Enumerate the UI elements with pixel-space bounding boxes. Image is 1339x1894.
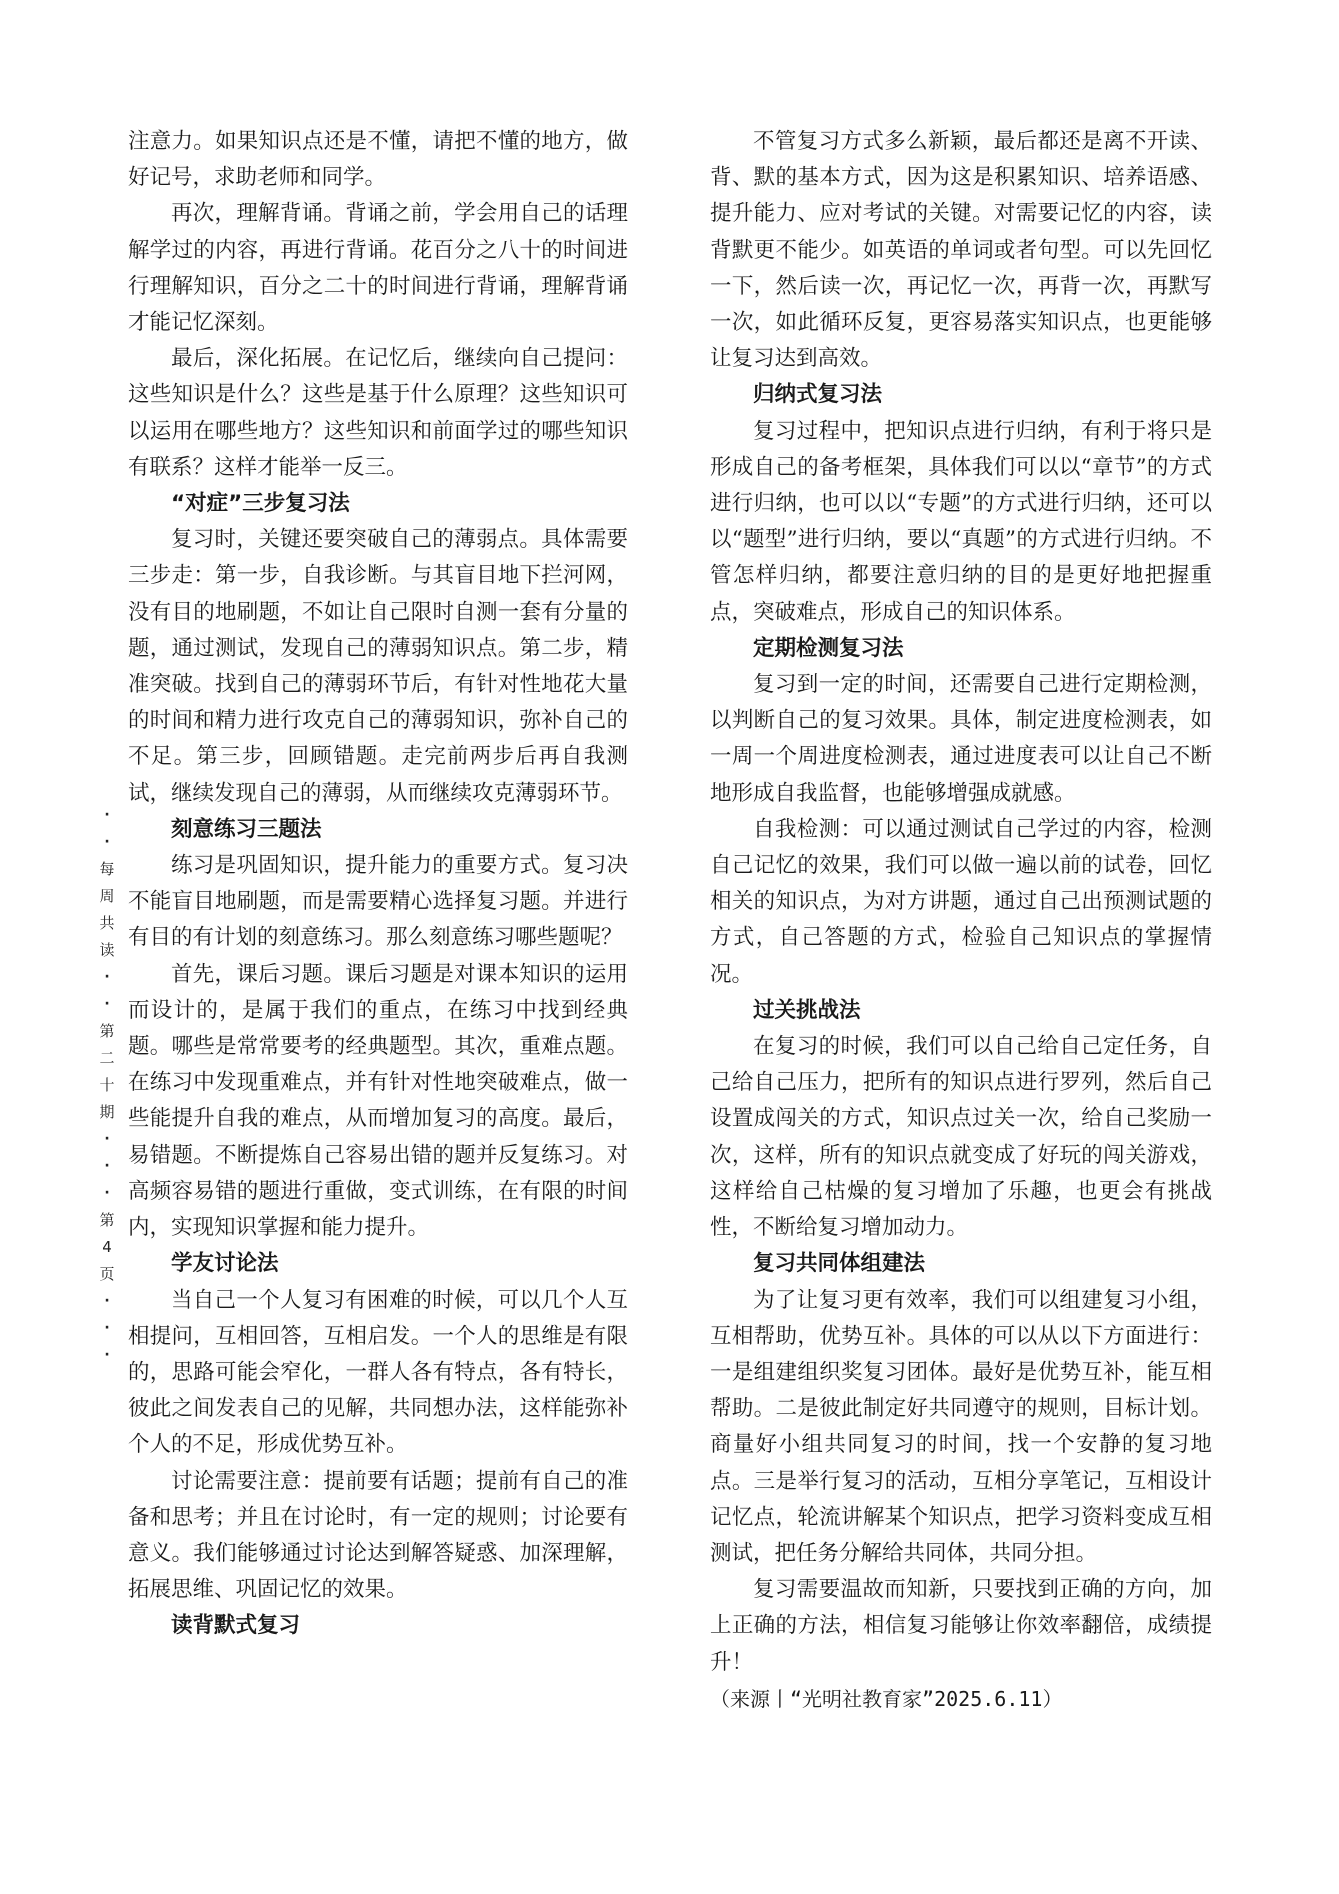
section-heading: 读背默式复习 (171, 1613, 301, 1639)
side-dot: · (104, 807, 110, 823)
side-dot: · (104, 969, 110, 985)
side-char: 页 (99, 1265, 115, 1283)
paragraph: 首先，课后习题。课后习题是对课本知识的运用而设计的，是属于我们的重点，在练习中找到经典题。哪些是常常要考的经典题型。其次，重难点题。在练习中发现重难点，并有针对性地突破难点，做一些能提升自我的难点，从而增加复习的高度。最后，易错题。不断提炼自己容易出错的题并反复练习。对高频容易错的题进行重做，变式训练，在有限的时间内，实现知识掌握和能力提升。 (128, 961, 628, 1241)
side-char: 二 (99, 1049, 115, 1067)
paragraph: 注意力。如果知识点还是不懂，请把不懂的地方，做好记号，求助老师和同学。 (128, 129, 628, 191)
section-heading: 学友讨论法 (171, 1251, 279, 1277)
source-citation: （来源丨“光明社教育家”2025.6.11） (710, 1686, 1063, 1711)
section-heading: 刻意练习三题法 (171, 816, 322, 842)
left-column (128, 124, 628, 1645)
section-heading: 归纳式复习法 (753, 382, 883, 408)
side-dot: · (104, 1131, 110, 1147)
side-dot: · (104, 834, 110, 850)
section-heading: 复习共同体组建法 (753, 1251, 926, 1277)
side-dot: · (104, 1347, 110, 1363)
side-char: 4 (102, 1238, 112, 1256)
side-char: 周 (99, 887, 115, 905)
side-char: 第 (99, 1022, 115, 1040)
paragraph: 当自己一个人复习有困难的时候，可以几个人互相提问，互相回答，互相启发。一个人的思维是有限的，思路可能会窄化，一群人各有特点，各有特长，彼此之间发表自己的见解，共同想办法，这样能弥补个人的不足，形成优势互补。 (128, 1287, 628, 1458)
section-heading: 定期检测复习法 (753, 635, 904, 661)
paragraph: 讨论需要注意：提前要有话题；提前有自己的准备和思考；并且在讨论时，有一定的规则；讨论要有意义。我们能够通过讨论达到解答疑惑、加深理解，拓展思维、巩固记忆的效果。 (128, 1468, 628, 1603)
side-issue-label (95, 802, 119, 1369)
side-dot: · (104, 1320, 110, 1336)
side-dot: · (104, 1158, 110, 1174)
side-dot: · (104, 996, 110, 1012)
side-char: 十 (99, 1076, 115, 1094)
side-dot: · (104, 1185, 110, 1201)
side-char: 期 (99, 1103, 115, 1121)
paragraph: 最后，深化拓展。在记忆后，继续向自己提问：这些知识是什么？这些是基于什么原理？这些知识可以运用在哪些地方？这些知识和前面学过的哪些知识有联系？这样才能举一反三。 (128, 346, 628, 480)
paragraph: 复习过程中，把知识点进行归纳，有利于将只是形成自己的备考框架，具体我们可以以“章节”的方式进行归纳，也可以以“专题”的方式进行归纳，还可以以“题型”进行归纳，要以“真题”的方式进行归纳。不管怎样归纳，都要注意归纳的目的是更好地把握重点，突破难点，形成自己的知识体系。 (710, 418, 1212, 625)
side-char: 第 (99, 1211, 115, 1229)
paragraph: 练习是巩固知识，提升能力的重要方式。复习决不能盲目地刷题，而是需要精心选择复习题。并进行有目的有计划的刻意练习。那么刻意练习哪些题呢？ (128, 853, 628, 951)
paragraph: 为了让复习更有效率，我们可以组建复习小组，互相帮助，优势互补。具体的可以从以下方面进行：一是组建组织奖复习团体。最好是优势互补，能互相帮助。二是彼此制定好共同遵守的规则，目标计划。商量好小组共同复习的时间，找一个安静的复习地点。三是举行复习的活动，互相分享笔记，互相设计记忆点，轮流讲解某个知识点，把学习资料变成互相测试，把任务分解给共同体，共同分担。 (710, 1287, 1212, 1566)
paragraph: 在复习的时候，我们可以自己给自己定任务，自己给自己压力，把所有的知识点进行罗列，然后自己设置成闯关的方式，知识点过关一次，给自己奖励一次，这样，所有的知识点就变成了好玩的闯关游戏，这样给自己枯燥的复习增加了乐趣，也更会有挑战性，不断给复习增加动力。 (710, 1034, 1212, 1241)
paragraph: 再次，理解背诵。背诵之前，学会用自己的话理解学过的内容，再进行背诵。花百分之八十的时间进行理解知识，百分之二十的时间进行背诵，理解背诵才能记忆深刻。 (128, 201, 628, 336)
paragraph: 不管复习方式多么新颖，最后都还是离不开读、背、默的基本方式，因为这是积累知识、培养语感、提升能力、应对考试的关键。对需要记忆的内容，读背默更不能少。如英语的单词或者句型。可以先回忆一下，然后读一次，再记忆一次，再背一次，再默写一次，如此循环反复，更容易落实知识点，也更能够让复习达到高效。 (710, 129, 1212, 372)
paragraph: 复习到一定的时间，还需要自己进行定期检测，以判断自己的复习效果。具体，制定进度检测表，如一周一个周进度检测表，通过进度表可以让自己不断地形成自我监督，也能够增强成就感。 (710, 672, 1212, 806)
paragraph: 复习需要温故而知新，只要找到正确的方向，加上正确的方法，相信复习能够让你效率翻倍，成绩提升！ (710, 1577, 1212, 1675)
side-dot: · (104, 1293, 110, 1309)
side-char: 每 (99, 860, 115, 878)
section-heading: “对症”三步复习法 (171, 491, 350, 517)
section-heading: 过关挑战法 (753, 997, 861, 1023)
side-char: 读 (99, 941, 115, 959)
paragraph: 复习时，关键还要突破自己的薄弱点。具体需要三步走：第一步，自我诊断。与其盲目地下拦河网，没有目的地刷题，不如让自己限时自测一套有分量的题，通过测试，发现自己的薄弱知识点。第二步，精准突破。找到自己的薄弱环节后，有针对性地花大量的时间和精力进行攻克自己的薄弱知识，弥补自己的不足。第三步，回顾错题。走完前两步后再自我测试，继续发现自己的薄弱，从而继续攻克薄弱环节。 (128, 527, 628, 806)
side-char: 共 (99, 914, 115, 932)
right-column (710, 124, 1212, 1717)
paragraph: 自我检测：可以通过测试自己学过的内容，检测自己记忆的效果，我们可以做一遍以前的试卷，回忆相关的知识点，为对方讲题，通过自己出预测试题的方式，自己答题的方式，检验自己知识点的掌握情况。 (710, 816, 1212, 987)
